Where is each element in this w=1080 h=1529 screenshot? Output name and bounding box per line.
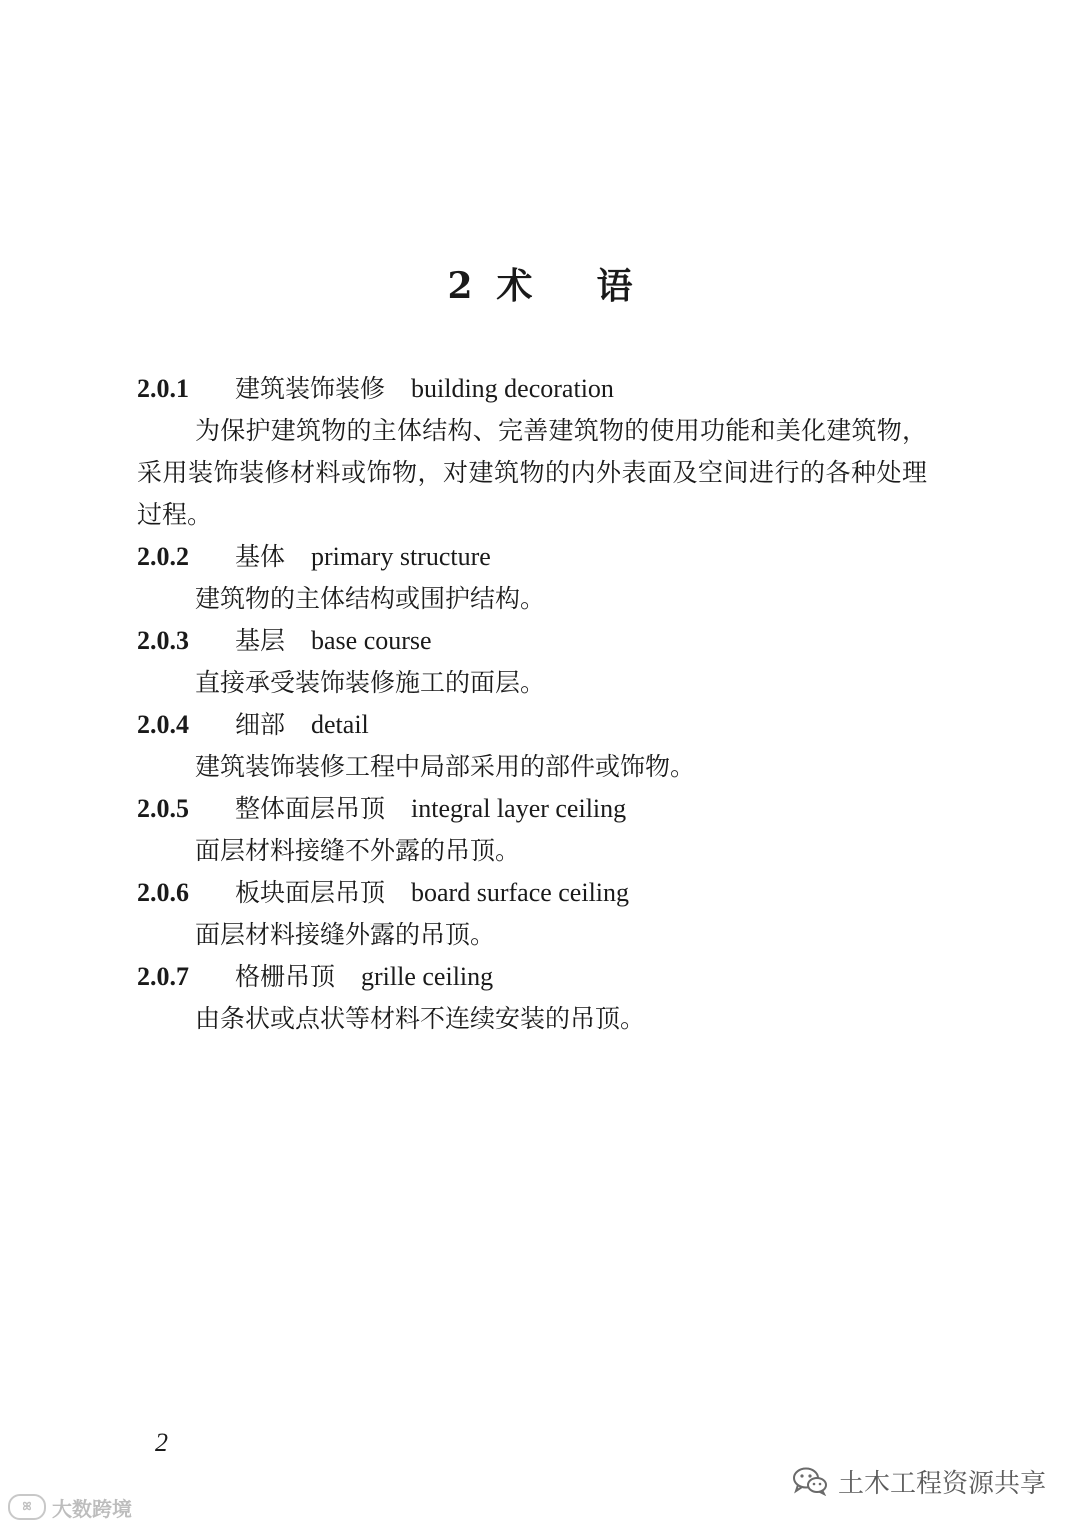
wechat-icon bbox=[792, 1466, 828, 1496]
watermark-left-text: 大数跨境 bbox=[52, 1496, 132, 1521]
term-chinese: 细部 bbox=[235, 710, 286, 739]
term-number: 2.0.7 bbox=[137, 962, 189, 991]
term-heading bbox=[137, 368, 937, 410]
term-heading bbox=[137, 956, 937, 998]
term-list bbox=[137, 368, 937, 1040]
term-heading bbox=[137, 788, 937, 830]
term-number: 2.0.3 bbox=[137, 626, 189, 655]
term-chinese: 整体面层吊顶 bbox=[235, 794, 386, 823]
term-definition: 为保护建筑物的主体结构、完善建筑物的使用功能和美化建筑物，采用装饰装修材料或饰物，对建筑物的内外表面及空间进行的各种处理过程。 bbox=[137, 416, 927, 529]
term-item bbox=[137, 620, 937, 704]
chapter-number: 2 bbox=[447, 265, 473, 307]
term-definition: 建筑物的主体结构或围护结构。 bbox=[195, 584, 546, 613]
chapter-title-part1: 术 bbox=[496, 265, 533, 307]
term-number: 2.0.1 bbox=[137, 374, 189, 403]
term-number: 2.0.6 bbox=[137, 878, 189, 907]
term-item bbox=[137, 872, 937, 956]
term-english: building decoration bbox=[411, 374, 614, 403]
term-english: detail bbox=[311, 710, 369, 739]
brand-logo-icon: ꕤ bbox=[8, 1494, 46, 1520]
term-english: integral layer ceiling bbox=[411, 794, 627, 823]
term-chinese: 建筑装饰装修 bbox=[235, 374, 386, 403]
term-chinese: 基层 bbox=[235, 626, 286, 655]
term-definition: 面层材料接缝外露的吊顶。 bbox=[195, 920, 496, 949]
watermark-left bbox=[8, 1492, 132, 1522]
term-chinese: 格栅吊顶 bbox=[235, 962, 336, 991]
term-item bbox=[137, 704, 937, 788]
term-item bbox=[137, 956, 937, 1040]
page-number: 2 bbox=[155, 1428, 168, 1457]
term-definition: 由条状或点状等材料不连续安装的吊顶。 bbox=[195, 1004, 646, 1033]
term-heading bbox=[137, 536, 937, 578]
term-heading bbox=[137, 620, 937, 662]
term-definition: 直接承受装饰装修施工的面层。 bbox=[195, 668, 546, 697]
watermark-right-text: 土木工程资源共享 bbox=[837, 1468, 1046, 1499]
term-heading bbox=[137, 704, 937, 746]
term-number: 2.0.5 bbox=[137, 794, 189, 823]
term-number: 2.0.4 bbox=[137, 710, 189, 739]
term-chinese: 板块面层吊顶 bbox=[235, 878, 386, 907]
term-chinese: 基体 bbox=[235, 542, 286, 571]
term-item bbox=[137, 368, 937, 536]
chapter-title-part2: 语 bbox=[596, 265, 633, 307]
term-definition: 面层材料接缝不外露的吊顶。 bbox=[195, 836, 521, 865]
term-english: board surface ceiling bbox=[411, 878, 630, 907]
term-number: 2.0.2 bbox=[137, 542, 189, 571]
watermark-right bbox=[792, 1464, 1046, 1498]
chapter-title bbox=[0, 258, 1080, 314]
term-english: base course bbox=[311, 626, 432, 655]
term-english: primary structure bbox=[311, 542, 491, 571]
term-item bbox=[137, 536, 937, 620]
term-definition: 建筑装饰装修工程中局部采用的部件或饰物。 bbox=[195, 752, 696, 781]
term-heading bbox=[137, 872, 937, 914]
term-item bbox=[137, 788, 937, 872]
term-english: grille ceiling bbox=[361, 962, 494, 991]
